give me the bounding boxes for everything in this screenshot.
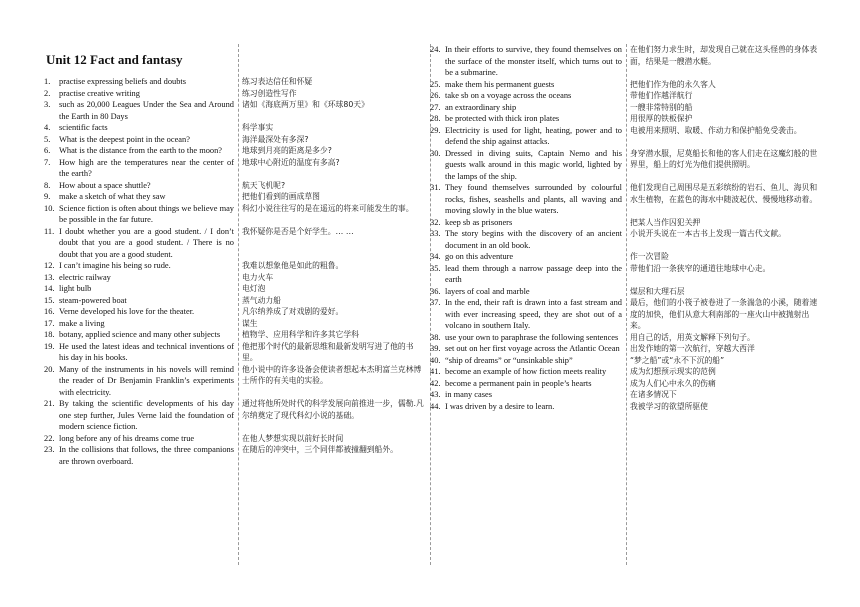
item-number: 31. [430,183,441,192]
english-entry [44,444,238,467]
english-entry [44,134,238,146]
english-text: scientific facts [59,123,108,132]
item-number: 2. [44,88,51,98]
english-text: electric railway [59,272,111,282]
phrase-row [430,297,824,332]
phrase-row [430,148,824,183]
item-number: 29. [430,125,441,135]
english-text: an extraordinary ship [445,102,517,112]
english-entry [44,203,238,226]
item-number: 43. [430,390,441,399]
english-entry [44,180,238,192]
item-number: 33. [430,229,441,238]
item-number: 32. [430,217,441,227]
chinese-translation: 在他人梦想实现以前好长时间 [242,433,344,443]
left-phrase-list [44,76,424,467]
item-number: 39. [430,344,441,353]
item-number: 35. [430,263,441,273]
english-text: make a sketch of what they saw [59,192,166,201]
chinese-translation: 海洋最深处有多深? [242,134,309,144]
chinese-translation: 作一次冒险 [630,252,669,261]
english-text: Dressed in diving suits, Captain Nemo and his guests walk around in this magic world, lighted by the lamps of the ship. [445,148,622,181]
phrase-row [44,226,424,261]
english-entry [430,125,626,148]
item-number: 37. [430,298,441,307]
phrase-row [430,113,824,125]
english-entry [430,263,626,286]
chinese-translation: 成为幻想预示现实的范例 [630,367,716,376]
chinese-translation: 出发作她的第一次航行，穿越大西洋 [630,344,755,353]
english-text: botany, applied science and many other subjects [59,330,221,339]
item-number: 24. [430,45,441,54]
item-number: 19. [44,341,55,351]
english-entry [44,122,238,134]
phrase-row [44,180,424,192]
chinese-translation: 他把那个时代的最新思维和最新发明写进了他的书里。 [242,341,414,362]
phrase-row [430,389,824,401]
english-text: become an example of how fiction meets reality [445,367,607,376]
english-entry [44,283,238,295]
phrase-row [44,260,424,272]
english-entry [44,318,238,330]
chinese-translation: 科幻小说往往写的是在遥远的将来可能发生的事。 [242,203,414,213]
phrase-row [44,283,424,295]
english-entry [430,401,626,413]
chinese-translation: 植物学、应用科学和许多其它学科 [242,330,359,339]
phrase-row [430,343,824,355]
english-entry [430,343,626,355]
item-number: 5. [44,134,51,144]
chinese-translation: 凡尔纳养成了对戏剧的爱好。 [242,307,344,316]
english-text: Verne developed his love for the theater. [59,307,195,316]
item-number: 30. [430,148,441,158]
english-text: How high are the temperatures near the center of the earth? [59,157,234,178]
chinese-translation: 用自己的话，用英文解释下列句子。 [630,332,755,342]
english-text: What is the deepest point in the ocean? [59,134,190,144]
english-entry [430,228,626,251]
english-text: long before any of his dreams come true [59,433,195,443]
phrase-row [44,398,424,433]
phrase-row [44,203,424,226]
right-column [430,44,824,412]
item-number: 41. [430,367,441,376]
chinese-translation: 带他们沿一条狭窄的通道往地球中心走。 [630,263,771,273]
phrase-row [44,306,424,318]
english-text: steam-powered boat [59,295,127,305]
item-number: 36. [430,286,441,296]
english-entry [430,366,626,378]
document-page [44,44,824,565]
phrase-row [44,134,424,146]
english-entry [430,378,626,390]
phrase-row [430,332,824,344]
phrase-row [430,90,824,102]
english-text: I can’t imagine his being so rude. [59,261,171,270]
english-text: take sb on a voyage across the oceans [445,91,572,100]
chinese-translation: 我被学习的欲望所驱使 [630,401,708,411]
right-phrase-list [430,44,824,412]
english-entry [44,295,238,307]
english-text: By taking the scientific developments of his day one step further, Jules Verne laid the foundation of modern science fiction. [59,399,234,431]
item-number: 16. [44,307,55,316]
chinese-translation: 用很厚的铁板保护 [630,114,693,123]
english-text: In the end, their raft is drawn into a fast stream and with ever increasing speed, they are shot out of a volcano in southern Italy. [445,298,622,330]
chinese-translation: 蒸气动力船 [242,295,281,305]
english-text: In the collisions that follows, the three companions are thrown overboard. [59,445,234,466]
phrase-row [44,76,424,88]
phrase-row [430,44,824,79]
phrase-row [44,88,424,100]
english-entry [430,113,626,125]
english-entry [430,251,626,263]
item-number: 7. [44,157,51,167]
chinese-translation: 我怀疑你是否是个好学生。… … [242,226,354,236]
item-number: 18. [44,330,55,339]
chinese-translation: 在随后的冲突中，三个同伴都被撞翻到船外。 [242,445,398,454]
item-number: 4. [44,123,51,132]
english-entry [44,88,238,100]
english-text: Many of the instruments in his novels will remind the reader of Dr Benjamin Franklin’s experiments with electricity. [59,364,234,397]
english-entry [430,389,626,401]
chinese-translation: 他小说中的许多设备会使读者想起本杰明富兰克林博士所作的有关电的实验。 [242,364,422,385]
item-number: 11. [44,226,55,236]
phrase-row [44,272,424,284]
chinese-translation: 电被用来照明、取暖、作动力和保护船免受袭击。 [630,125,802,135]
english-text: I was driven by a desire to learn. [445,401,555,411]
unit-title: Unit 12 Fact and fantasy [46,52,183,67]
english-text: make a living [59,318,105,328]
phrase-row [430,182,824,217]
english-entry [44,145,238,157]
phrase-row [430,102,824,114]
english-text: become a permanent pain in people’s hearts [445,378,592,388]
item-number: 40. [430,355,441,365]
english-text: practise creative writing [59,88,140,98]
chinese-translation: 地球中心附近的温度有多高? [242,157,340,167]
phrase-row [44,318,424,330]
phrase-row [430,355,824,367]
english-text: “ship of dreams” or “unsinkable ship” [445,355,573,365]
english-entry [430,332,626,344]
english-entry [430,90,626,102]
chinese-translation: 航天飞机呢? [242,180,286,190]
item-number: 3. [44,100,51,109]
phrase-row [44,122,424,134]
english-text: How about a space shuttle? [59,180,151,190]
chinese-translation: 一艘非常特别的船 [630,102,693,112]
item-number: 25. [430,79,441,89]
chinese-translation: 科学事实 [242,123,274,132]
english-entry [44,76,238,88]
english-entry [44,341,238,364]
english-text: set out on her first voyage across the Atlantic Ocean [445,344,620,353]
chinese-translation: 我难以想象他是如此的粗鲁。 [242,261,344,270]
phrase-row [44,99,424,122]
english-entry [44,99,238,122]
item-number: 26. [430,91,441,100]
item-number: 22. [44,433,55,443]
phrase-row [44,295,424,307]
phrase-row [430,378,824,390]
english-text: In their efforts to survive, they found themselves on the surface of the monster itself, which turns out to be a submarine. [445,45,622,77]
english-entry [44,157,238,180]
item-number: 20. [44,364,55,374]
item-number: 12. [44,261,55,270]
chinese-translation: 把某人当作囚犯关押 [630,217,701,227]
chinese-translation: 练习创造性写作 [242,88,297,98]
english-entry [430,217,626,229]
item-number: 9. [44,192,51,201]
item-number: 27. [430,102,441,112]
english-entry [430,355,626,367]
phrase-row [430,263,824,286]
english-entry [44,226,238,261]
english-text: such as 20,000 Leagues Under the Sea and Around the Earth in 80 Days [59,100,234,121]
chinese-translation: “梦之船”或“永不下沉的船” [630,355,725,365]
english-text: in many cases [445,390,492,399]
chinese-translation: 煤层和大理石层 [630,286,685,296]
phrase-row [44,157,424,180]
phrase-row [430,79,824,91]
chinese-translation: 在他们努力求生时，却发现自己就在这头怪兽的身体表面，结果是一艘潜水艇。 [630,45,818,66]
english-entry [430,102,626,114]
item-number: 44. [430,401,441,411]
english-entry [44,364,238,399]
phrase-row [44,433,424,445]
english-entry [430,182,626,217]
chinese-translation: 通过将他所处时代的科学发展向前推进一步，儒勒.凡尔纳奠定了现代科幻小说的基础。 [242,399,424,420]
english-entry [430,44,626,79]
chinese-translation: 成为人们心中永久的伤痛 [630,378,716,388]
phrase-row [430,251,824,263]
english-text: layers of coal and marble [445,286,530,296]
english-text: Electricity is used for light, heating, power and to defend the ship against attacks. [445,125,622,146]
chinese-translation: 身穿潜水服，尼莫船长和他的客人们走在这魔幻般的世界里，船上的灯光为他们提供照明。 [630,148,818,169]
item-number: 34. [430,252,441,261]
chinese-translation: 练习表达信任和怀疑 [242,77,313,86]
chinese-translation: 在诸多情况下 [630,390,677,399]
english-text: They found themselves surrounded by colourful rocks, fishes, seashells and plants, all waving and moving slowly in the blue waters. [445,183,622,215]
phrase-row [430,217,824,229]
left-column [44,44,424,467]
item-number: 23. [44,445,55,454]
english-entry [44,260,238,272]
english-text: practise expressing beliefs and doubts [59,77,186,86]
phrase-row [430,228,824,251]
phrase-row [430,125,824,148]
phrase-row [44,444,424,467]
english-entry [430,286,626,298]
english-text: make them his permanent guests [445,79,555,89]
english-text: keep sb as prisoners [445,217,513,227]
item-number: 15. [44,295,55,305]
english-text: go on this adventure [445,252,514,261]
chinese-translation: 把他们看到的画成草图 [242,192,320,201]
item-number: 13. [44,272,55,282]
item-number: 8. [44,180,51,190]
english-text: The story begins with the discovery of an ancient document in an old book. [445,229,622,250]
english-entry [44,433,238,445]
english-entry [44,191,238,203]
english-text: Science fiction is often about things we believe may be possible in the far future. [59,203,234,224]
english-text: I doubt whether you are a good student. / I don’t doubt that you are a good student. / There is no doubt that you are a good student. [59,226,234,259]
chinese-translation: 电力火车 [242,272,274,282]
phrase-row [44,364,424,399]
phrase-row [44,341,424,364]
item-number: 10. [44,203,55,213]
chinese-translation: 电灯泡 [242,284,266,293]
english-entry [44,306,238,318]
chinese-translation: 地球到月亮的距离是多少? [242,146,332,155]
phrase-row [44,329,424,341]
phrase-row [430,366,824,378]
chinese-translation: 最后，他们的小筏子被卷进了一条湍急的小溪，随着速度的加快，他们从意大利南部的一座火山中被抛射出来。 [630,298,818,330]
english-text: He used the latest ideas and technical inventions of his day in his books. [59,341,234,362]
phrase-row [44,145,424,157]
chinese-translation: 小说开头说在一本古书上发现一篇古代文献。 [630,229,786,238]
english-text: light bulb [59,284,92,293]
english-entry [44,398,238,433]
item-number: 42. [430,378,441,388]
english-entry [430,79,626,91]
item-number: 17. [44,318,55,328]
chinese-translation: 谋生 [242,318,258,328]
chinese-translation: 诸如《海底两万里》和《环球80天》 [242,100,369,109]
english-entry [430,297,626,332]
item-number: 38. [430,332,441,342]
item-number: 28. [430,114,441,123]
phrase-row [430,286,824,298]
chinese-translation: 他们发现自己周围尽是五彩缤纷的岩石、鱼儿、海贝和水生植物，在蓝色的海水中随波起伏、慢慢地移动着。 [630,183,818,204]
chinese-translation: 带他们作越洋航行 [630,91,693,100]
item-number: 6. [44,146,51,155]
english-entry [430,148,626,183]
english-text: be protected with thick iron plates [445,114,560,123]
phrase-row [430,401,824,413]
english-text: What is the distance from the earth to the moon? [59,146,223,155]
english-entry [44,272,238,284]
chinese-translation: 把他们作为他的永久客人 [630,79,716,89]
item-number: 21. [44,399,55,408]
english-text: lead them through a narrow passage deep into the earth [445,263,622,284]
item-number: 1. [44,77,51,86]
item-number: 14. [44,284,55,293]
english-entry [44,329,238,341]
phrase-row [44,191,424,203]
english-text: use your own to paraphrase the following sentences [445,332,619,342]
